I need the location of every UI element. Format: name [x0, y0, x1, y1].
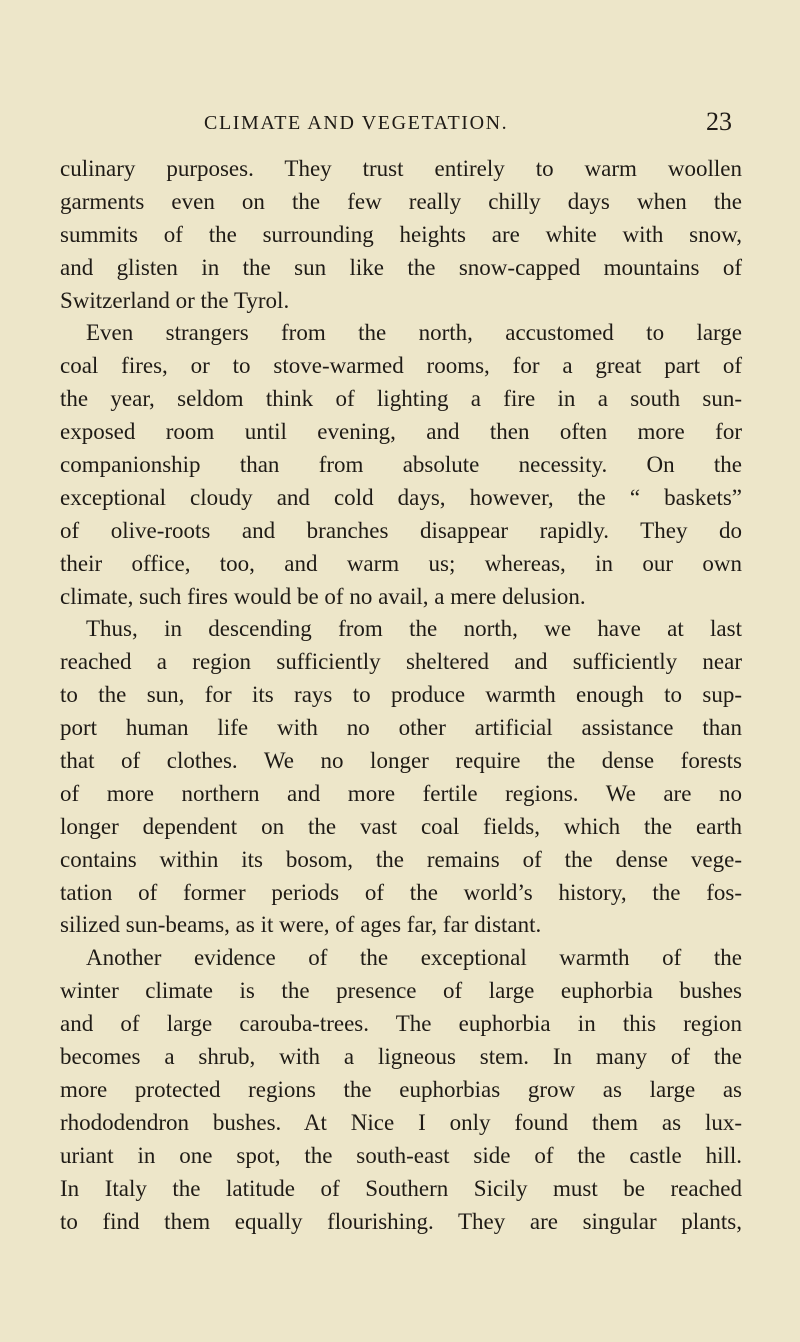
text-line: and glisten in the sun like the snow-capped mountains of: [60, 254, 742, 280]
text-line: winter climate is the presence of large euphorbia bushes: [60, 978, 742, 1004]
text-line: In Italy the latitude of Southern Sicily must be reached: [60, 1175, 742, 1201]
text-line: tation of former periods of the world’s history, the fos-: [60, 879, 742, 905]
text-line: exceptional cloudy and cold days, however, the “ baskets”: [60, 484, 742, 510]
text-line: culinary purposes. They trust entirely to warm woollen: [60, 156, 742, 181]
text-line: Thus, in descending from the north, we have at last: [86, 616, 742, 642]
running-head: [0, 108, 800, 138]
text-line: silized sun-beams, as it were, of ages far, far distant.: [60, 912, 542, 938]
text-line: climate, such fires would be of no avail, a mere delusion.: [60, 583, 586, 609]
text-line: of more northern and more fertile regions. We are no: [60, 780, 742, 806]
text-line: coal fires, or to stove-warmed rooms, for a great part of: [60, 353, 742, 379]
text-line: garments even on the few really chilly days when the: [60, 188, 742, 214]
text-line: Even strangers from the north, accustomed to large: [86, 320, 742, 346]
text-line: becomes a shrub, with a ligneous stem. In many of the: [60, 1044, 742, 1070]
text-line: that of clothes. We no longer require the dense forests: [60, 748, 742, 774]
text-line: summits of the surrounding heights are white with snow,: [60, 221, 742, 247]
text-line: to find them equally flourishing. They are singular plants,: [60, 1208, 742, 1234]
text-line: the year, seldom think of lighting a fire in a south sun-: [60, 386, 742, 412]
text-line: contains within its bosom, the remains of the dense vege-: [60, 846, 742, 872]
text-line: port human life with no other artificial assistance than: [60, 715, 742, 741]
text-line: longer dependent on the vast coal fields, which the earth: [60, 813, 742, 839]
page-number: 23: [706, 107, 732, 136]
running-title: CLIMATE AND VEGETATION.: [204, 112, 509, 134]
text-line: rhododendron bushes. At Nice I only found them as lux-: [60, 1109, 742, 1135]
text-line: their office, too, and warm us; whereas, in our own: [60, 550, 742, 576]
text-line: more protected regions the euphorbias grow as large as: [60, 1076, 742, 1102]
text-line: exposed room until evening, and then often more for: [60, 419, 742, 445]
text-line: Switzerland or the Tyrol.: [60, 287, 290, 313]
text-line: uriant in one spot, the south-east side of the castle hill.: [60, 1142, 742, 1168]
text-line: reached a region sufficiently sheltered and sufficiently near: [60, 649, 742, 675]
body-text: [60, 153, 742, 1238]
text-line: Another evidence of the exceptional warmth of the: [86, 945, 742, 971]
text-line: companionship than from absolute necessity. On the: [60, 452, 742, 478]
text-line: to the sun, for its rays to produce warmth enough to sup-: [60, 682, 742, 708]
text-line: of olive-roots and branches disappear rapidly. They do: [60, 517, 742, 543]
text-line: and of large carouba-trees. The euphorbia in this region: [60, 1011, 742, 1037]
